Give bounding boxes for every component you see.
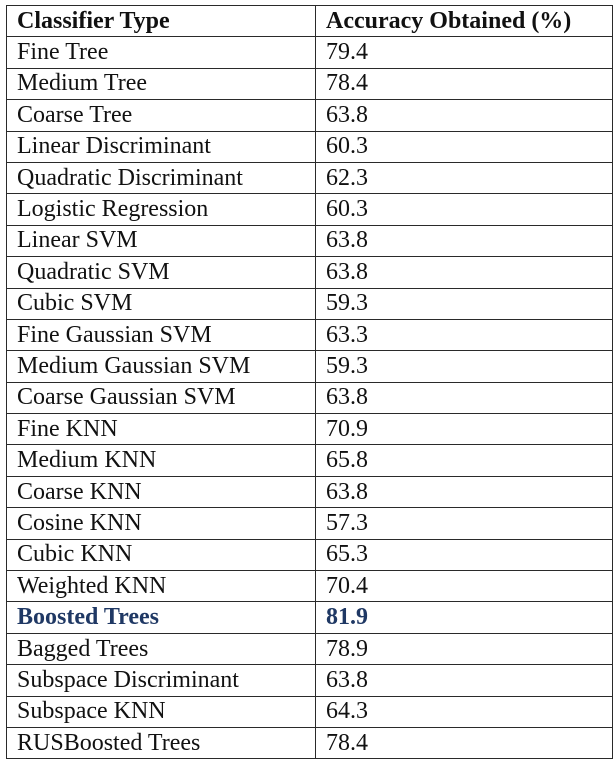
accuracy-value-cell: 81.9 <box>316 602 613 633</box>
table-row <box>7 508 613 539</box>
classifier-name-cell: Fine KNN <box>7 414 316 445</box>
classifier-name-cell: Logistic Regression <box>7 194 316 225</box>
table-row <box>7 382 613 413</box>
classifier-name-cell: Subspace Discriminant <box>7 665 316 696</box>
accuracy-value-cell: 78.9 <box>316 633 613 664</box>
accuracy-value-cell: 78.4 <box>316 727 613 758</box>
table-row <box>7 194 613 225</box>
accuracy-value-cell: 65.8 <box>316 445 613 476</box>
accuracy-value-cell: 63.8 <box>316 225 613 256</box>
classifier-name-cell: RUSBoosted Trees <box>7 727 316 758</box>
accuracy-value-cell: 60.3 <box>316 131 613 162</box>
table-row <box>7 633 613 664</box>
accuracy-value-cell: 60.3 <box>316 194 613 225</box>
table-row <box>7 162 613 193</box>
table-row <box>7 351 613 382</box>
classifier-name-cell: Cubic SVM <box>7 288 316 319</box>
classifier-name-cell: Linear SVM <box>7 225 316 256</box>
classifier-name-cell: Cubic KNN <box>7 539 316 570</box>
table-row <box>7 100 613 131</box>
classifier-name-cell: Coarse KNN <box>7 476 316 507</box>
classifier-name-cell: Fine Tree <box>7 37 316 68</box>
accuracy-value-cell: 59.3 <box>316 351 613 382</box>
table-row <box>7 727 613 758</box>
accuracy-value-cell: 63.8 <box>316 100 613 131</box>
accuracy-value-cell: 63.8 <box>316 665 613 696</box>
classifier-name-cell: Medium KNN <box>7 445 316 476</box>
table-row <box>7 288 613 319</box>
classifier-name-cell: Quadratic Discriminant <box>7 162 316 193</box>
table-body <box>7 37 613 759</box>
table-row <box>7 68 613 99</box>
accuracy-value-cell: 63.8 <box>316 476 613 507</box>
classifier-name-cell: Weighted KNN <box>7 571 316 602</box>
accuracy-value-cell: 59.3 <box>316 288 613 319</box>
header-row <box>7 6 613 37</box>
table-row <box>7 225 613 256</box>
table-row <box>7 571 613 602</box>
table-row <box>7 37 613 68</box>
table-header <box>7 6 613 37</box>
accuracy-value-cell: 70.4 <box>316 571 613 602</box>
table-row <box>7 696 613 727</box>
classifier-name-cell: Coarse Gaussian SVM <box>7 382 316 413</box>
table-row <box>7 539 613 570</box>
accuracy-value-cell: 78.4 <box>316 68 613 99</box>
header-classifier-type: Classifier Type <box>7 6 316 37</box>
table-row <box>7 476 613 507</box>
accuracy-value-cell: 70.9 <box>316 414 613 445</box>
classifier-name-cell: Medium Gaussian SVM <box>7 351 316 382</box>
classifier-name-cell: Quadratic SVM <box>7 257 316 288</box>
accuracy-value-cell: 79.4 <box>316 37 613 68</box>
accuracy-value-cell: 63.8 <box>316 257 613 288</box>
accuracy-value-cell: 63.8 <box>316 382 613 413</box>
classifier-name-cell: Linear Discriminant <box>7 131 316 162</box>
table-row <box>7 602 613 633</box>
table-row <box>7 319 613 350</box>
accuracy-value-cell: 65.3 <box>316 539 613 570</box>
classifier-name-cell: Bagged Trees <box>7 633 316 664</box>
accuracy-value-cell: 63.3 <box>316 319 613 350</box>
classifier-name-cell: Fine Gaussian SVM <box>7 319 316 350</box>
table-row <box>7 414 613 445</box>
header-accuracy-obtained: Accuracy Obtained (%) <box>316 6 613 37</box>
accuracy-value-cell: 62.3 <box>316 162 613 193</box>
table-row <box>7 665 613 696</box>
classifier-accuracy-table <box>6 5 613 759</box>
classifier-name-cell: Subspace KNN <box>7 696 316 727</box>
accuracy-value-cell: 64.3 <box>316 696 613 727</box>
table-row <box>7 131 613 162</box>
table-row <box>7 445 613 476</box>
classifier-name-cell: Boosted Trees <box>7 602 316 633</box>
accuracy-value-cell: 57.3 <box>316 508 613 539</box>
classifier-name-cell: Medium Tree <box>7 68 316 99</box>
table-row <box>7 257 613 288</box>
classifier-name-cell: Cosine KNN <box>7 508 316 539</box>
classifier-name-cell: Coarse Tree <box>7 100 316 131</box>
